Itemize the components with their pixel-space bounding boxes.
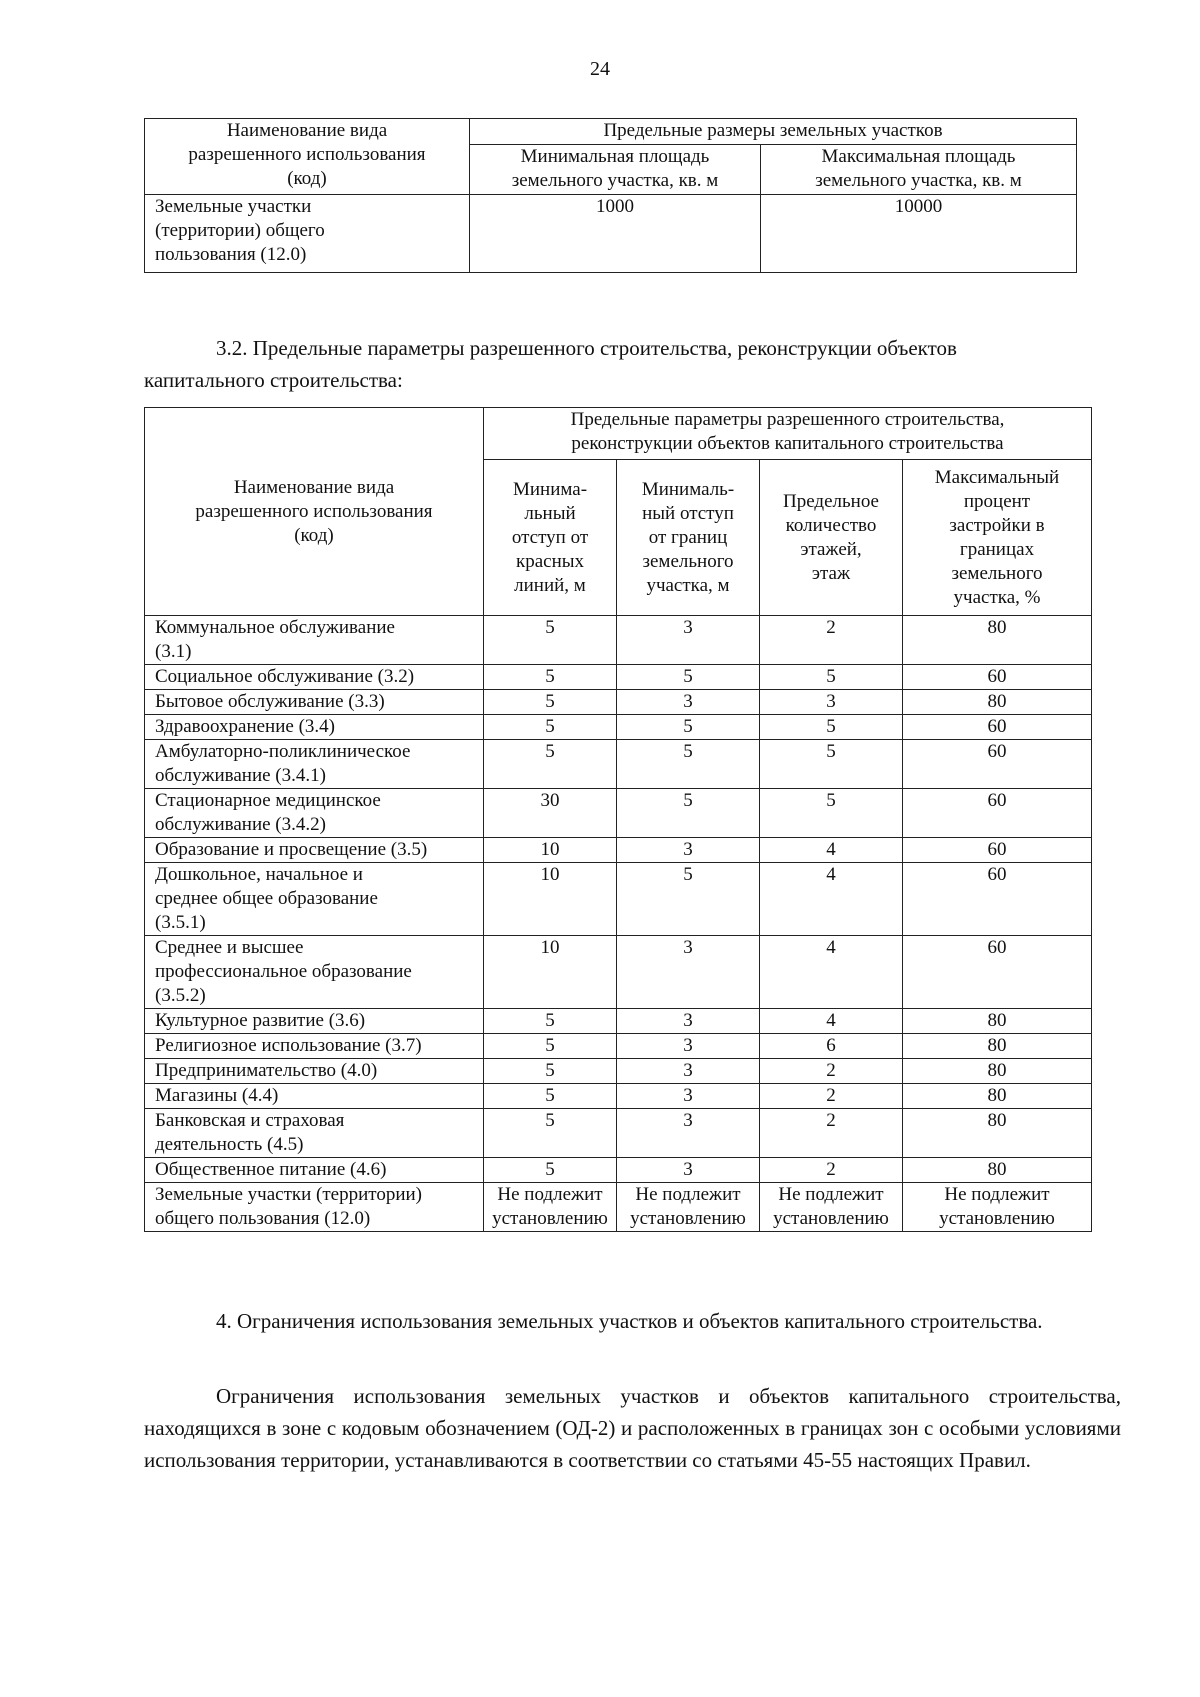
row-value: 5 bbox=[484, 1109, 617, 1158]
row-value: 3 bbox=[617, 1084, 760, 1109]
t2-header-col-coverage: Максимальный процент застройки в границах земельного участка, % bbox=[903, 460, 1092, 616]
row-value: 80 bbox=[903, 1158, 1092, 1183]
t1-header-max-area: Максимальная площадь земельного участка, кв. м bbox=[761, 145, 1077, 195]
row-value: 5 bbox=[484, 1034, 617, 1059]
row-value: 5 bbox=[760, 665, 903, 690]
row-value: 3 bbox=[617, 616, 760, 665]
table-row bbox=[145, 1109, 1092, 1158]
section-3-2-heading bbox=[144, 332, 1121, 396]
row-value: 80 bbox=[903, 1009, 1092, 1034]
row-name: Культурное развитие (3.6) bbox=[145, 1009, 484, 1034]
row-value: 3 bbox=[617, 936, 760, 1009]
row-name: Дошкольное, начальное и среднее общее образование (3.5.1) bbox=[145, 863, 484, 936]
table-row bbox=[145, 1183, 1092, 1232]
row-value: Не подлежит установлению bbox=[903, 1183, 1092, 1232]
row-value: 10 bbox=[484, 838, 617, 863]
row-value: 60 bbox=[903, 715, 1092, 740]
row-value: 80 bbox=[903, 1059, 1092, 1084]
row-value: 5 bbox=[484, 1059, 617, 1084]
row-value: 2 bbox=[760, 1059, 903, 1084]
row-value: 80 bbox=[903, 690, 1092, 715]
row-value: 6 bbox=[760, 1034, 903, 1059]
row-value: 5 bbox=[760, 740, 903, 789]
page-number: 24 bbox=[590, 58, 610, 80]
row-value: 3 bbox=[617, 1009, 760, 1034]
row-value: 10 bbox=[484, 936, 617, 1009]
row-value: 10 bbox=[484, 863, 617, 936]
row-value: 3 bbox=[617, 838, 760, 863]
table-row bbox=[145, 863, 1092, 936]
row-value: 2 bbox=[760, 616, 903, 665]
row-value: 2 bbox=[760, 1109, 903, 1158]
row-name: Банковская и страховая деятельность (4.5) bbox=[145, 1109, 484, 1158]
row-value: 2 bbox=[760, 1084, 903, 1109]
row-value: 60 bbox=[903, 838, 1092, 863]
row-value: 80 bbox=[903, 616, 1092, 665]
row-value: 5 bbox=[617, 665, 760, 690]
row-value: 3 bbox=[617, 1059, 760, 1084]
table-row bbox=[145, 1009, 1092, 1034]
table-row bbox=[145, 838, 1092, 863]
section-3-2-line-1: 3.2. Предельные параметры разрешенного строительства, реконструкции объектов bbox=[216, 336, 957, 360]
row-name: Общественное питание (4.6) bbox=[145, 1158, 484, 1183]
table-row bbox=[145, 1034, 1092, 1059]
row-value: 5 bbox=[484, 1009, 617, 1034]
row-name: Предпринимательство (4.0) bbox=[145, 1059, 484, 1084]
row-name: Образование и просвещение (3.5) bbox=[145, 838, 484, 863]
row-name: Здравоохранение (3.4) bbox=[145, 715, 484, 740]
row-value: 3 bbox=[617, 1158, 760, 1183]
row-value: 80 bbox=[903, 1034, 1092, 1059]
land-plot-size-table bbox=[144, 118, 1077, 273]
row-value: 5 bbox=[484, 665, 617, 690]
row-value: 4 bbox=[760, 1009, 903, 1034]
row-value: 5 bbox=[617, 863, 760, 936]
row-name: Бытовое обслуживание (3.3) bbox=[145, 690, 484, 715]
t2-body bbox=[145, 616, 1092, 1232]
row-value: 60 bbox=[903, 740, 1092, 789]
t2-header-group: Предельные параметры разрешенного строительства, реконструкции объектов капитального строительства bbox=[484, 408, 1092, 460]
row-value: Не подлежит установлению bbox=[484, 1183, 617, 1232]
row-name: Стационарное медицинское обслуживание (3.4.2) bbox=[145, 789, 484, 838]
row-value: 5 bbox=[760, 789, 903, 838]
table-row bbox=[145, 1084, 1092, 1109]
row-value: 80 bbox=[903, 1109, 1092, 1158]
row-value: 5 bbox=[484, 740, 617, 789]
row-value: 5 bbox=[484, 616, 617, 665]
table-row bbox=[145, 715, 1092, 740]
section-4-body: Ограничения использования земельных участков и объектов капитального строительства, находящихся в зоне с кодовым обозначением (ОД-2) и расположенных в границах зон с особыми условиями использования территории, устанавливаются в соответствии со статьями 45-55 настоящих Правил. bbox=[144, 1384, 1121, 1472]
row-value: 5 bbox=[760, 715, 903, 740]
row-value: 60 bbox=[903, 936, 1092, 1009]
row-value: 5 bbox=[617, 715, 760, 740]
row-value: Не подлежит установлению bbox=[760, 1183, 903, 1232]
row-value: 4 bbox=[760, 838, 903, 863]
row-value: 60 bbox=[903, 665, 1092, 690]
row-value: 3 bbox=[617, 1034, 760, 1059]
table-row bbox=[145, 936, 1092, 1009]
construction-parameters-table bbox=[144, 407, 1092, 1232]
t1-header-min-area: Минимальная площадь земельного участка, кв. м bbox=[470, 145, 761, 195]
row-value: 60 bbox=[903, 789, 1092, 838]
t1-header-name: Наименование вида разрешенного использования (код) bbox=[145, 119, 470, 195]
row-value: 5 bbox=[484, 715, 617, 740]
row-name: Среднее и высшее профессиональное образование (3.5.2) bbox=[145, 936, 484, 1009]
row-value: 3 bbox=[760, 690, 903, 715]
t2-header-col-red-line-setback: Минима- льный отступ от красных линий, м bbox=[484, 460, 617, 616]
row-name: Амбулаторно-поликлиническое обслуживание (3.4.1) bbox=[145, 740, 484, 789]
section-3-2-line-2: капитального строительства: bbox=[144, 368, 403, 392]
table-row bbox=[145, 740, 1092, 789]
row-value: 5 bbox=[484, 1158, 617, 1183]
table-row bbox=[145, 1059, 1092, 1084]
table-row bbox=[145, 665, 1092, 690]
table-row bbox=[145, 789, 1092, 838]
t2-header-name: Наименование вида разрешенного использования (код) bbox=[145, 408, 484, 616]
row-name: Коммунальное обслуживание (3.1) bbox=[145, 616, 484, 665]
t1-header-group: Предельные размеры земельных участков bbox=[470, 119, 1077, 145]
table-row bbox=[145, 616, 1092, 665]
t2-header-col-floors: Предельное количество этажей, этаж bbox=[760, 460, 903, 616]
row-value: 3 bbox=[617, 690, 760, 715]
table-row bbox=[145, 690, 1092, 715]
section-4-heading: 4. Ограничения использования земельных участков и объектов капитального строительства. bbox=[216, 1309, 1043, 1333]
t1-row-min: 1000 bbox=[470, 195, 761, 273]
row-value: 60 bbox=[903, 863, 1092, 936]
row-value: 5 bbox=[617, 740, 760, 789]
row-value: 4 bbox=[760, 936, 903, 1009]
row-value: 5 bbox=[484, 1084, 617, 1109]
row-value: 5 bbox=[617, 789, 760, 838]
row-value: 80 bbox=[903, 1084, 1092, 1109]
row-name: Социальное обслуживание (3.2) bbox=[145, 665, 484, 690]
row-value: 30 bbox=[484, 789, 617, 838]
row-name: Магазины (4.4) bbox=[145, 1084, 484, 1109]
row-name: Земельные участки (территории) общего пользования (12.0) bbox=[145, 1183, 484, 1232]
row-value: Не подлежит установлению bbox=[617, 1183, 760, 1232]
row-value: 4 bbox=[760, 863, 903, 936]
row-name: Религиозное использование (3.7) bbox=[145, 1034, 484, 1059]
table-row bbox=[145, 1158, 1092, 1183]
t1-row-name: Земельные участки (территории) общего пользования (12.0) bbox=[145, 195, 470, 273]
row-value: 2 bbox=[760, 1158, 903, 1183]
row-value: 3 bbox=[617, 1109, 760, 1158]
row-value: 5 bbox=[484, 690, 617, 715]
t2-header-col-boundary-setback: Минималь- ный отступ от границ земельного участка, м bbox=[617, 460, 760, 616]
t1-row-max: 10000 bbox=[761, 195, 1077, 273]
